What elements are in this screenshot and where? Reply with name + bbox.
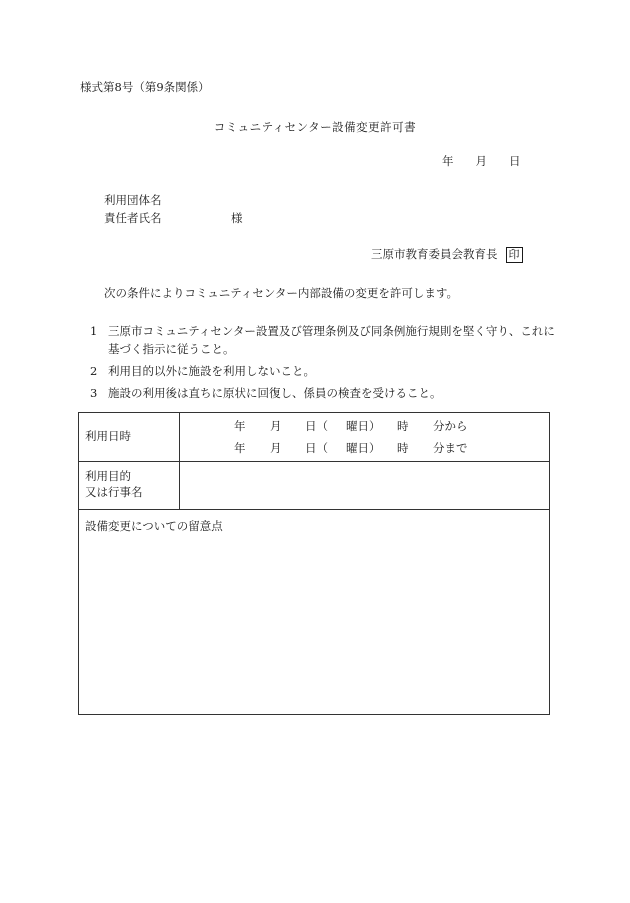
form-number: 様式第8号（第9条関係） bbox=[80, 80, 210, 94]
issuer-name: 三原市教育委員会教育長 bbox=[371, 247, 498, 261]
notes-row bbox=[79, 509, 549, 714]
to-weekday: 曜日） bbox=[346, 441, 381, 455]
notes-label: 設備変更についての留意点 bbox=[85, 519, 223, 533]
date-month: 月 bbox=[475, 154, 487, 168]
condition-number: 2 bbox=[90, 364, 98, 378]
from-month: 月 bbox=[270, 419, 282, 433]
to-year: 年 bbox=[234, 441, 246, 455]
to-hour: 時 bbox=[397, 441, 409, 455]
honorific: 様 bbox=[231, 211, 243, 225]
datetime-row bbox=[79, 413, 549, 462]
datetime-label: 利用日時 bbox=[85, 429, 131, 443]
condition-number: 3 bbox=[90, 386, 98, 400]
organization-label: 利用団体名 bbox=[104, 193, 162, 207]
condition-text: 利用目的以外に施設を利用しないこと。 bbox=[108, 364, 315, 378]
from-year: 年 bbox=[234, 419, 246, 433]
date-day: 日 bbox=[509, 154, 521, 168]
to-month: 月 bbox=[270, 441, 282, 455]
condition-text: 施設の利用後は直ちに原状に回復し、係員の検査を受けること。 bbox=[108, 386, 442, 400]
condition-item bbox=[90, 322, 560, 358]
from-weekday: 曜日） bbox=[346, 419, 381, 433]
page-title: コミュニティセンター設備変更許可書 bbox=[213, 120, 417, 134]
issuer bbox=[371, 247, 523, 263]
event-name-label: 又は行事名 bbox=[85, 485, 143, 499]
to-minute: 分まで bbox=[433, 441, 468, 455]
responsible-person-label: 責任者氏名 bbox=[104, 211, 162, 225]
from-minute: 分から bbox=[433, 419, 468, 433]
from-day: 日（ bbox=[305, 419, 328, 433]
condition-item bbox=[90, 362, 560, 380]
conditions-list bbox=[90, 322, 560, 406]
purpose-row bbox=[79, 461, 549, 510]
purpose-label-cell bbox=[79, 461, 180, 509]
condition-number: 1 bbox=[90, 324, 98, 338]
seal-stamp: 印 bbox=[506, 247, 523, 263]
condition-item bbox=[90, 384, 560, 402]
condition-text: 三原市コミュニティセンター設置及び管理条例及び同条例施行規則を堅く守り、これに基づく指示に従うこと。 bbox=[108, 324, 555, 356]
intro-text: 次の条件によりコミュニティセンター内部設備の変更を許可します。 bbox=[104, 286, 458, 300]
issue-date bbox=[442, 154, 521, 169]
to-day: 日（ bbox=[305, 441, 328, 455]
from-hour: 時 bbox=[397, 419, 409, 433]
purpose-label: 利用目的 bbox=[85, 469, 131, 483]
datetime-label-cell bbox=[79, 413, 180, 461]
date-year: 年 bbox=[442, 154, 454, 168]
usage-table bbox=[78, 412, 550, 715]
